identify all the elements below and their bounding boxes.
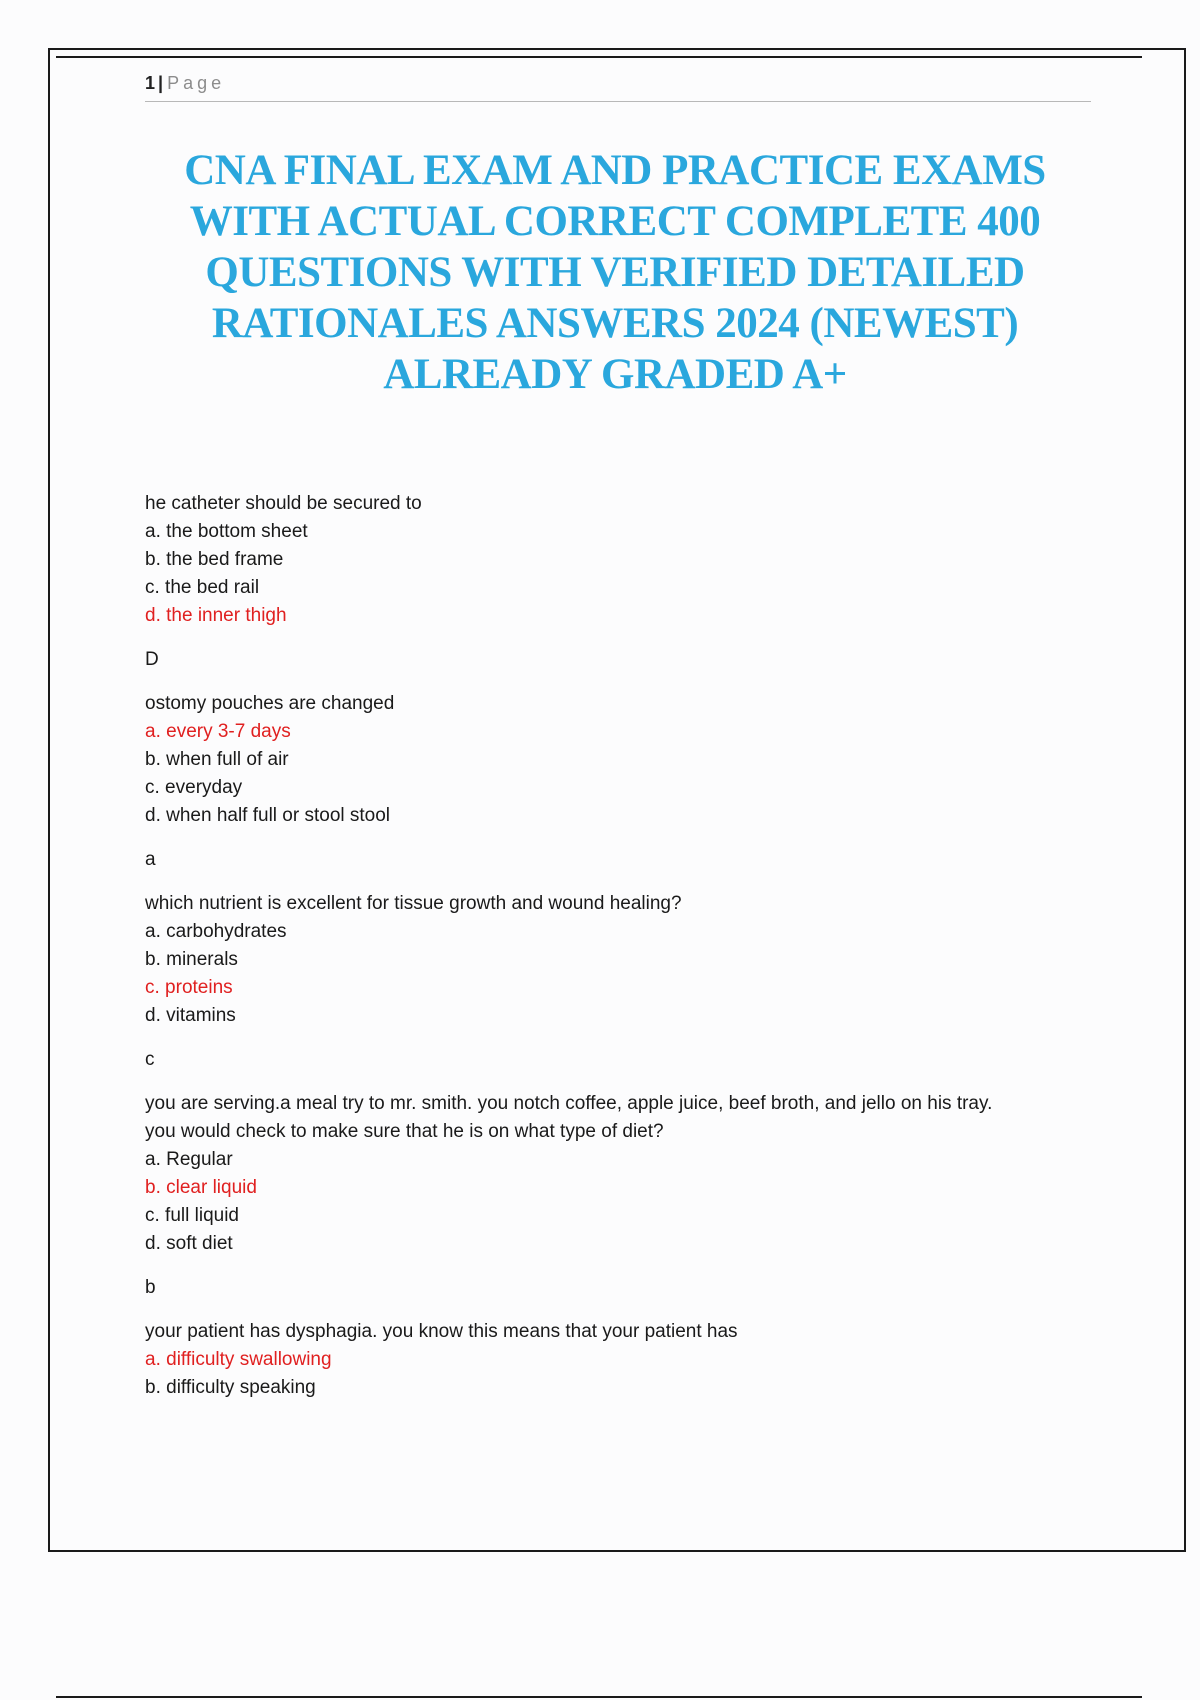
answer-key: c (145, 1049, 155, 1070)
question-block (145, 890, 1085, 1030)
question-text: you would check to make sure that he is on what type of diet? (145, 1121, 664, 1142)
correct-answer-option: c. proteins (145, 977, 233, 998)
answer-option: c. full liquid (145, 1205, 239, 1226)
title-line: CNA FINAL EXAM AND PRACTICE EXAMS (184, 147, 1046, 194)
question-block (145, 1090, 1085, 1258)
question-text: you are serving.a meal try to mr. smith. you notch coffee, apple juice, beef broth, and jello on his tray. (145, 1093, 993, 1114)
question-text: your patient has dysphagia. you know this means that your patient has (145, 1321, 738, 1342)
answer-option: c. everyday (145, 777, 243, 798)
question-text: ostomy pouches are changed (145, 693, 395, 714)
question-block (145, 690, 1085, 830)
correct-answer-option: a. every 3-7 days (145, 721, 291, 742)
answer-option: a. the bottom sheet (145, 521, 308, 542)
answer-option: b. when full of air (145, 749, 289, 770)
question-text: he catheter should be secured to (145, 493, 422, 514)
next-page-rule (56, 1696, 1142, 1698)
question-block (145, 490, 1085, 630)
title-line: ALREADY GRADED A+ (383, 351, 847, 398)
page-number: 1 (145, 73, 156, 93)
answer-option: a. carbohydrates (145, 921, 287, 942)
correct-answer-option: a. difficulty swallowing (145, 1349, 332, 1370)
answer-key: b (145, 1277, 156, 1298)
answer-option: d. soft diet (145, 1233, 233, 1254)
answer-option: d. vitamins (145, 1005, 236, 1026)
answer-option: b. the bed frame (145, 549, 284, 570)
question-block (145, 1318, 1085, 1402)
page-header (145, 73, 1091, 102)
answer-option: b. difficulty speaking (145, 1377, 316, 1398)
answer-option: a. Regular (145, 1149, 233, 1170)
answer-option: c. the bed rail (145, 577, 260, 598)
correct-answer-option: b. clear liquid (145, 1177, 257, 1198)
answer-key: a (145, 849, 156, 870)
page-label: Page (167, 73, 226, 93)
title-line: QUESTIONS WITH VERIFIED DETAILED (205, 249, 1025, 296)
question-list (145, 490, 1085, 1418)
correct-answer-option: d. the inner thigh (145, 605, 287, 626)
title-line: RATIONALES ANSWERS 2024 (NEWEST) (211, 300, 1019, 347)
title-line: WITH ACTUAL CORRECT COMPLETE 400 (189, 198, 1041, 245)
question-text: which nutrient is excellent for tissue growth and wound healing? (145, 893, 682, 914)
page-separator: | (158, 73, 164, 93)
answer-option: d. when half full or stool stool (145, 805, 391, 826)
answer-option: b. minerals (145, 949, 238, 970)
document-title (120, 145, 1110, 400)
answer-key: D (145, 649, 159, 670)
top-rule (56, 56, 1142, 58)
